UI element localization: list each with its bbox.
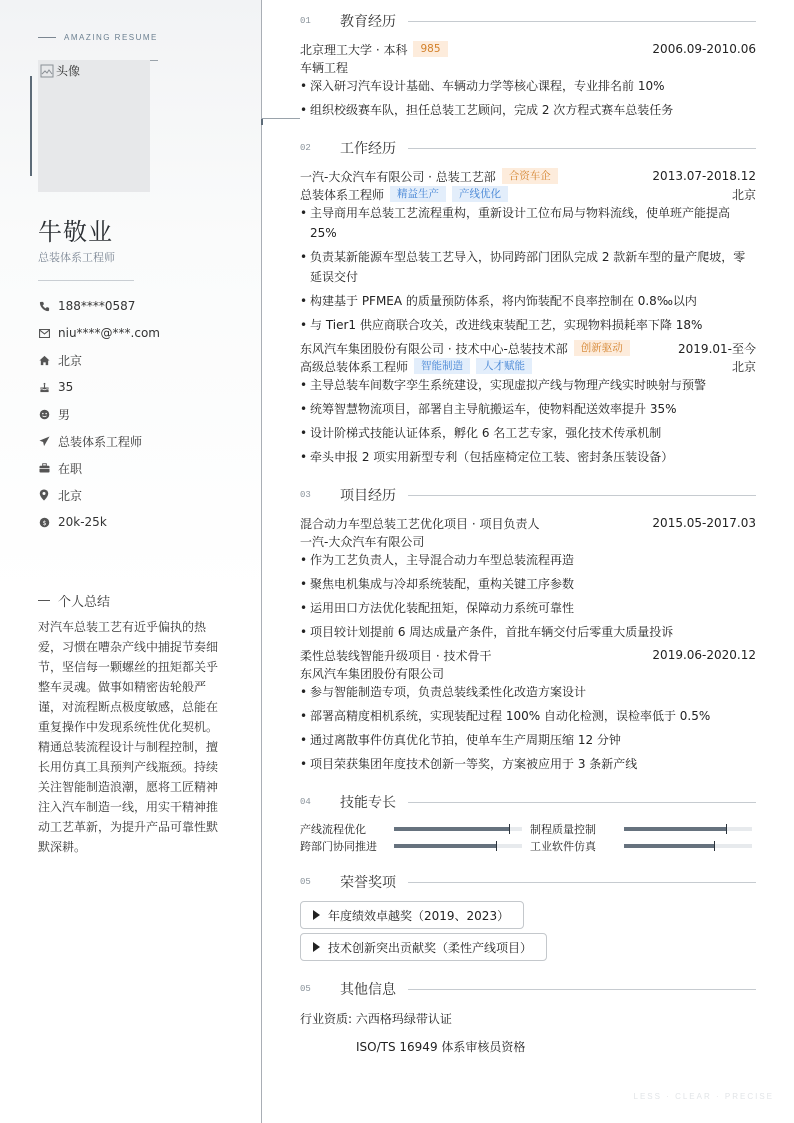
list-item: • 运用田口方法优化装配扭矩，保障动力系统可靠性 <box>300 598 756 618</box>
section-education-header <box>300 11 756 31</box>
section-number: 04 <box>300 797 311 807</box>
info-phone-text: 188****0587 <box>58 299 136 313</box>
info-status <box>38 460 82 476</box>
brand-text: AMAZING RESUME <box>64 32 158 42</box>
info-email <box>38 325 160 341</box>
send-icon <box>38 435 50 447</box>
face-icon <box>38 408 50 420</box>
broken-image-icon <box>40 64 54 78</box>
project-name: 柔性总装线智能升级项目 · 技术骨干 <box>300 648 492 663</box>
list-item: • 与 Tier1 供应商联合攻关，改进线束装配工艺，实现物料损耗率下降 18% <box>300 315 756 335</box>
project-org: 东风汽车集团股份有限公司 <box>300 666 445 681</box>
section-rule <box>408 882 756 883</box>
list-item: • 牵头申报 2 项实用新型专利（包括座椅定位工装、密封条压装设备） <box>300 447 756 467</box>
award-label: 年度绩效卓越奖（2019、2023） <box>328 908 510 923</box>
info-gender <box>38 406 70 422</box>
work-city: 北京 <box>731 359 756 374</box>
section-number: 02 <box>300 143 311 153</box>
skill-bar <box>394 844 522 848</box>
skill-bar-fill <box>394 844 496 848</box>
skill-bar-fill <box>624 827 726 831</box>
candidate-title: 总装体系工程师 <box>38 251 115 264</box>
skill-bar-fill <box>624 844 714 848</box>
section-title: 其他信息 <box>340 982 396 998</box>
skill-bar-marker <box>509 824 510 834</box>
role-tag: 精益生产 <box>390 186 446 202</box>
phone-icon <box>38 300 50 312</box>
list-item: • 构建基于 PFMEA 的质量预防体系，将内饰装配不良率控制在 0.8‰以内 <box>300 291 756 311</box>
skill-bar-marker <box>496 841 497 851</box>
list-item: • 聚焦电机集成与冷却系统装配，重构关键工序参数 <box>300 574 756 594</box>
photo-accent-bar <box>30 76 32 176</box>
other-item: 六西格玛绿带认证 <box>355 1012 452 1026</box>
info-position <box>38 433 142 449</box>
footer-watermark: LESS · CLEAR · PRECISE <box>633 1092 774 1101</box>
brand-mark <box>38 31 158 43</box>
info-position-text: 总装体系工程师 <box>58 434 143 449</box>
work-date: 2019.01-至今 <box>678 341 756 356</box>
connector-mark <box>261 119 263 125</box>
role-tag: 产线优化 <box>452 186 508 202</box>
job-role: 总装体系工程师 <box>300 187 385 202</box>
skill-bar-marker <box>714 841 715 851</box>
info-location-text: 北京 <box>58 488 83 503</box>
expand-triangle-icon <box>313 910 320 920</box>
education-major: 车辆工程 <box>300 60 349 75</box>
award-toggle[interactable] <box>300 933 547 961</box>
section-work-header <box>300 138 756 158</box>
other-item: ISO/TS 16949 体系审核员资格 <box>356 1040 526 1054</box>
info-city <box>38 352 82 368</box>
summary-dash <box>38 600 50 601</box>
award-toggle[interactable] <box>300 901 524 929</box>
list-item: • 作为工艺负责人，主导混合动力车型总装流程再造 <box>300 550 756 570</box>
expand-triangle-icon <box>313 942 320 952</box>
list-item: • 部署高精度相机系统，实现装配过程 100% 自动化检测，误检率低于 0.5% <box>300 706 756 726</box>
section-rule <box>408 495 756 496</box>
project-date: 2015.05-2017.03 <box>652 516 756 530</box>
avatar <box>38 60 150 192</box>
project-2-header <box>300 646 756 664</box>
summary-text: 对汽车总装工艺有近乎偏执的热爱，习惯在嘈杂产线中捕捉节奏细节，坚信每一颗螺丝的扭矩都关乎整车灵魂。做事如精密齿轮般严谨，对流程断点极度敏感，总能在重复操作中发现系统性优化契机。精通总装流程设计与制程控制，擅长用仿真工具预判产线瓶颈。持续关注智能制造浪潮，愿将工匠精神注入汽车制造一线，用实干精神推动工艺革新，为提升产品可靠性默默深耕。 <box>38 620 219 854</box>
divider <box>38 280 134 281</box>
role-tag: 智能制造 <box>414 358 470 374</box>
work-city: 北京 <box>731 187 756 202</box>
company-tag: 创新驱动 <box>574 340 630 356</box>
list-item: • 统筹智慧物流项目，部署自主导航搬运车，使物料配送效率提升 35% <box>300 399 756 419</box>
project-name: 混合动力车型总装工艺优化项目 · 项目负责人 <box>300 516 540 531</box>
info-location <box>38 487 82 503</box>
info-email-text: niu****@***.com <box>58 326 160 340</box>
skill-item <box>300 822 522 836</box>
section-title: 技能专长 <box>340 795 396 811</box>
skill-item <box>530 822 752 836</box>
school-name: 北京理工大学 · 本科 <box>300 42 408 57</box>
info-salary <box>38 514 107 530</box>
skill-name: 产线流程优化 <box>300 823 366 836</box>
list-item: • 主导总装车间数字孪生系统建设，实现虚拟产线与物理产线实时映射与预警 <box>300 375 756 395</box>
skill-bar <box>394 827 522 831</box>
info-age-text: 35 <box>58 380 74 394</box>
section-projects-header <box>300 485 756 505</box>
list-item: • 参与智能制造专项，负责总装线柔性化改造方案设计 <box>300 682 756 702</box>
info-status-text: 在职 <box>58 461 83 476</box>
list-item: • 设计阶梯式技能认证体系，孵化 6 名工艺专家，强化技术传承机制 <box>300 423 756 443</box>
other-info-line <box>356 1038 525 1055</box>
section-honors-header <box>300 872 756 892</box>
skill-name: 制程质量控制 <box>530 823 596 836</box>
connector-line <box>262 118 300 119</box>
section-number: 05 <box>300 984 311 994</box>
skill-bar-marker <box>726 824 727 834</box>
section-rule <box>408 148 756 149</box>
project-2-org-row <box>300 664 756 682</box>
work-1-role-row <box>300 185 756 203</box>
mail-icon <box>38 327 50 339</box>
work-2-header <box>300 339 756 357</box>
svg-text:$: $ <box>41 518 47 527</box>
other-info-line <box>300 1010 452 1027</box>
section-title: 项目经历 <box>340 488 396 504</box>
award-label: 技术创新突出贡献奖（柔性产线项目） <box>328 940 533 955</box>
list-item: • 项目荣获集团年度技术创新一等奖，方案被应用于 3 条新产线 <box>300 754 756 774</box>
job-role: 高级总装体系工程师 <box>300 359 409 374</box>
list-item: • 项目较计划提前 6 周达成量产条件，首批车辆交付后零重大质量投诉 <box>300 622 756 642</box>
brand-dash <box>38 37 56 38</box>
section-title: 荣誉奖项 <box>340 875 396 891</box>
skill-bar <box>624 844 752 848</box>
candidate-name: 牛敬业 <box>38 218 113 246</box>
skill-item <box>530 839 752 853</box>
skill-bar <box>624 827 752 831</box>
briefcase-icon <box>38 462 50 474</box>
info-phone <box>38 298 135 314</box>
work-date: 2013.07-2018.12 <box>652 169 756 183</box>
info-gender-text: 男 <box>58 407 71 422</box>
avatar-broken-image <box>40 62 80 79</box>
work-2-role-row <box>300 357 756 375</box>
list-item: • 负责某新能源车型总装工艺导入，协同跨部门团队完成 2 款新车型的量产爬坡，零延误交付 <box>300 247 756 287</box>
salary-icon <box>38 516 50 528</box>
company-name: 一汽-大众汽车有限公司 · 总装工艺部 <box>300 169 496 184</box>
section-number: 03 <box>300 490 311 500</box>
skill-name: 工业软件仿真 <box>530 840 596 853</box>
cake-icon <box>38 381 50 393</box>
section-rule <box>408 21 756 22</box>
location-pin-icon <box>38 489 50 501</box>
school-tag: 985 <box>413 41 447 57</box>
section-skills-header <box>300 792 756 812</box>
education-major-row <box>300 58 756 76</box>
project-1-header <box>300 514 756 532</box>
section-number: 05 <box>300 877 311 887</box>
role-tag: 人才赋能 <box>476 358 532 374</box>
section-title: 教育经历 <box>340 14 396 30</box>
company-name: 东风汽车集团股份有限公司 · 技术中心-总装技术部 <box>300 341 568 356</box>
list-item: • 组织校级赛车队，担任总装工艺顾问，完成 2 次方程式赛车总装任务 <box>300 100 756 120</box>
education-date: 2006.09-2010.06 <box>652 42 756 56</box>
info-salary-text: 20k-25k <box>58 515 107 529</box>
work-1-header <box>300 167 756 185</box>
summary-heading <box>38 591 110 610</box>
home-icon <box>38 354 50 366</box>
section-other-header <box>300 979 756 999</box>
avatar-alt-text: 头像 <box>56 64 81 78</box>
section-title: 工作经历 <box>340 141 396 157</box>
section-rule <box>408 802 756 803</box>
section-number: 01 <box>300 16 311 26</box>
sidebar <box>0 0 262 1123</box>
other-label: 行业资质: <box>300 1012 353 1026</box>
skill-item <box>300 839 522 853</box>
info-age <box>38 379 73 395</box>
education-header-row <box>300 40 756 58</box>
project-1-org-row <box>300 532 756 550</box>
project-date: 2019.06-2020.12 <box>652 648 756 662</box>
info-city-text: 北京 <box>58 353 83 368</box>
summary-title: 个人总结 <box>58 595 111 610</box>
project-org: 一汽-大众汽车有限公司 <box>300 534 425 549</box>
list-item: • 深入研习汽车设计基础、车辆动力学等核心课程，专业排名前 10% <box>300 76 756 96</box>
section-rule <box>408 989 756 990</box>
company-tag: 合资车企 <box>502 168 558 184</box>
list-item: • 主导商用车总装工艺流程重构，重新设计工位布局与物料流线，使单班产能提高 25% <box>300 203 756 243</box>
list-item: • 通过离散事件仿真优化节拍，使单车生产周期压缩 12 分钟 <box>300 730 756 750</box>
skill-bar-fill <box>394 827 509 831</box>
skill-name: 跨部门协同推进 <box>300 840 377 853</box>
